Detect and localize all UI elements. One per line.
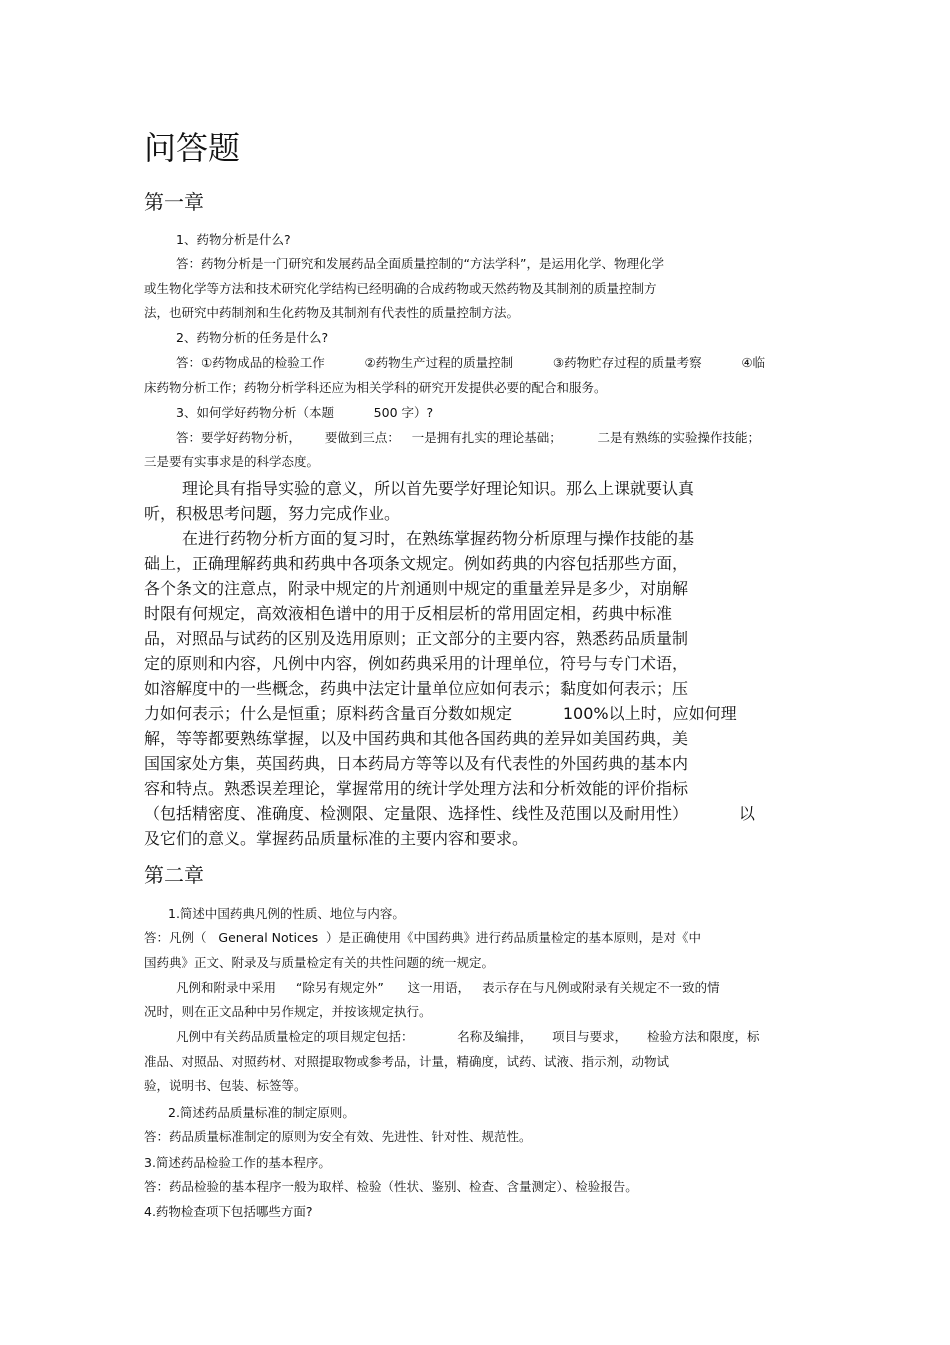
chapter-1-heading: 第一章: [144, 190, 204, 214]
chapter-2-heading: 第二章: [144, 863, 204, 887]
ch1-answer-1-line: 或生物化学等方法和技术研究化学结构已经明确的合成药物或天然药物及其制剂的质量控制方: [144, 281, 657, 296]
body-paragraph-2-line: 力如何表示；什么是恒重；原料药含量百分数如规定 100%以上时，应如何理: [144, 704, 737, 723]
body-paragraph-1-line: 听，积极思考问题，努力完成作业。: [144, 504, 401, 523]
ch2-answer-1-line: 国药典》正文、附录及与质量检定有关的共性问题的统一规定。: [144, 955, 495, 970]
body-paragraph-2-line: 及它们的意义。掌握药品质量标准的主要内容和要求。: [144, 829, 529, 848]
ch1-question-2: 2、药物分析的任务是什么?: [176, 330, 329, 345]
body-paragraph-2-line: 在进行药物分析方面的复习时，在熟练掌握药物分析原理与操作技能的基: [182, 529, 695, 548]
body-paragraph-2-line: 品，对照品与试药的区别及选用原则；正文部分的主要内容，熟悉药品质量制: [144, 629, 689, 648]
body-paragraph-2-line: 容和特点。熟悉误差理论，掌握常用的统计学处理方法和分析效能的评价指标: [144, 779, 689, 798]
body-paragraph-2-line: 各个条文的注意点，附录中规定的片剂通则中规定的重量差异是多少，对崩解: [144, 579, 689, 598]
ch1-answer-2-line: 床药物分析工作；药物分析学科还应为相关学科的研究开发提供必要的配合和服务。: [144, 380, 607, 395]
body-paragraph-2-line: 定的原则和内容，凡例中内容，例如药典采用的计理单位，符号与专门术语，: [144, 654, 689, 673]
ch2-answer-2: 答：药品质量标准制定的原则为安全有效、先进性、针对性、规范性。: [144, 1129, 532, 1144]
ch2-question-3: 3.简述药品检验工作的基本程序。: [144, 1155, 331, 1170]
ch2-question-2: 2.简述药品质量标准的制定原则。: [168, 1105, 355, 1120]
ch2-answer-1-line: 况时，则在正文品种中另作规定，并按该规定执行。: [144, 1004, 432, 1019]
ch1-answer-1-line: 答：药物分析是一门研究和发展药品全面质量控制的“方法学科”，是运用化学、物理化学: [176, 256, 664, 271]
ch2-question-4: 4.药物检查项下包括哪些方面?: [144, 1204, 313, 1219]
document-title: 问答题: [144, 129, 241, 167]
ch1-answer-2-line: 答：①药物成品的检验工作 ②药物生产过程的质量控制 ③药物贮存过程的质量考察 ④临: [176, 355, 766, 370]
ch1-answer-3-line: 三是要有实事求是的科学态度。: [144, 454, 320, 469]
ch2-answer-1-line: 凡例中有关药品质量检定的项目规定包括： 名称及编排， 项目与要求， 检验方法和限度，标: [176, 1029, 760, 1044]
ch2-answer-1-line: 答：凡例（ General Notices ）是正确使用《中国药典》进行药品质量检定的基本原则，是对《中: [144, 930, 702, 945]
body-paragraph-1-line: 理论具有指导实验的意义，所以首先要学好理论知识。那么上课就要认真: [182, 479, 695, 498]
ch2-answer-1-line: 准品、对照品、对照药材、对照提取物或参考品，计量，精确度，试药、试液、指示剂，动物试: [144, 1054, 670, 1069]
ch1-answer-1-line: 法，也研究中药制剂和生化药物及其制剂有代表性的质量控制方法。: [144, 305, 520, 320]
body-paragraph-2-line: 国国家处方集，英国药典，日本药局方等等以及有代表性的外国药典的基本内: [144, 754, 689, 773]
ch2-answer-1-line: 凡例和附录中采用 “除另有规定外” 这一用语， 表示存在与凡例或附录有关规定不一致的情: [176, 980, 720, 995]
ch1-answer-3-line: 答：要学好药物分析， 要做到三点： 一是拥有扎实的理论基础； 二是有熟练的实验操作技能；: [176, 430, 761, 445]
ch2-answer-1-line: 验，说明书、包装、标签等。: [144, 1078, 307, 1093]
body-paragraph-2-line: 时限有何规定，高效液相色谱中的用于反相层析的常用固定相，药典中标准: [144, 604, 673, 623]
body-paragraph-2-line: 解，等等都要熟练掌握，以及中国药典和其他各国药典的差异如美国药典，美: [144, 729, 689, 748]
ch2-answer-3: 答：药品检验的基本程序一般为取样、检验（性状、鉴别、检查、含量测定）、检验报告。: [144, 1179, 638, 1194]
ch1-question-1: 1、药物分析是什么?: [176, 232, 291, 247]
body-paragraph-2-line: 如溶解度中的一些概念，药典中法定计量单位应如何表示；黏度如何表示；压: [144, 679, 689, 698]
ch2-question-1: 1.简述中国药典凡例的性质、地位与内容。: [168, 906, 405, 921]
body-paragraph-2-line: （包括精密度、准确度、检测限、定量限、选择性、线性及范围以及耐用性） 以: [144, 804, 755, 823]
body-paragraph-2-line: 础上，正确理解药典和药典中各项条文规定。例如药典的内容包括那些方面，: [144, 554, 689, 573]
ch1-question-3: 3、如何学好药物分析（本题 500 字）?: [176, 405, 434, 420]
